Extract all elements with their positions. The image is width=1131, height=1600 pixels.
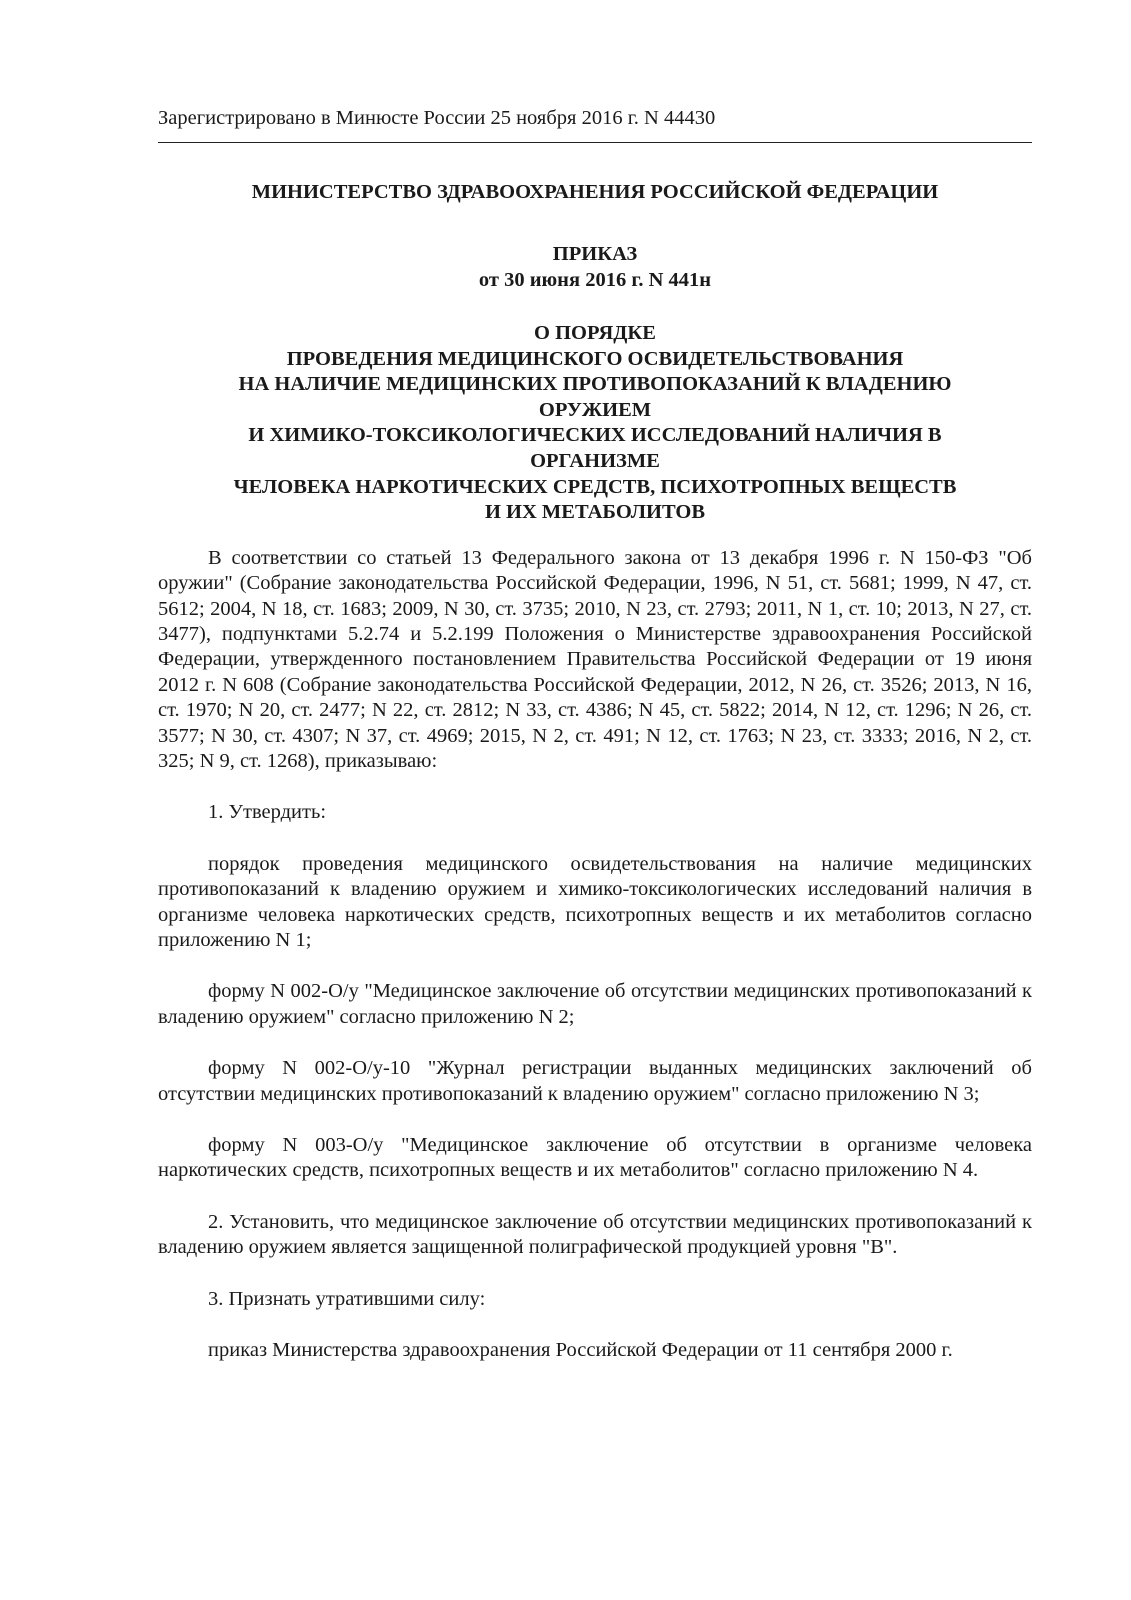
clause-2: 2. Установить, что медицинское заключение об отсутствии медицинских противопоказаний к владению оружием является защищенной полиграфической продукцией уровня "В".	[158, 1210, 1032, 1259]
title-line: НА НАЛИЧИЕ МЕДИЦИНСКИХ ПРОТИВОПОКАЗАНИЙ К ВЛАДЕНИЮ	[238, 373, 952, 396]
ministry-heading: МИНИСТЕРСТВО ЗДРАВООХРАНЕНИЯ РОССИЙСКОЙ ФЕДЕРАЦИИ	[251, 181, 939, 203]
order-heading	[158, 241, 1032, 293]
clause-3-item-order: приказ Министерства здравоохранения Российской Федерации от 11 сентября 2000 г.	[208, 1339, 953, 1362]
title-line: О ПОРЯДКЕ	[534, 322, 656, 344]
title-line: ЧЕЛОВЕКА НАРКОТИЧЕСКИХ СРЕДСТВ, ПСИХОТРОПНЫХ ВЕЩЕСТВ	[233, 475, 957, 498]
clause-1-item-form-002-10: форму N 002-О/у-10 "Журнал регистрации выданных медицинских заключений об отсутствии медицинских противопоказаний к владению оружием" согласно приложению N 3;	[158, 1057, 1032, 1105]
preamble-paragraph: В соответствии со статьей 13 Федерального закона от 13 декабря 1996 г. N 150-ФЗ "Об оружии" (Собрание законодательства Российской Федерации, 1996, N 51, ст. 5681; 1999, N 47, ст. 5612; 2004, N 18, ст. 1683; 2009, N 30, ст. 3735; 2010, N 23, ст. 2793; 2011, N 1, ст. 10; 2013, N 27, ст. 3477), подпунктами 5.2.74 и 5.2.199 Положения о Министерстве здравоохранения Российской Федерации, утвержденного постановлением Правительства Российской Федерации от 19 июня 2012 г. N 608 (Собрание законодательства Российской Федерации, 2012, N 26, ст. 3526; 2013, N 16, ст. 1970; N 20, ст. 2477; N 22, ст. 2812; N 33, ст. 4386; N 45, ст. 5822; 2014, N 12, ст. 1296; N 26, ст. 3577; N 30, ст. 4307; N 37, ст. 4969; 2015, N 2, ст. 491; N 12, ст. 1763; N 23, ст. 3333; 2016, N 2, ст. 325; N 9, ст. 1268), приказываю:	[158, 546, 1032, 772]
order-date-number: от 30 июня 2016 г. N 441н	[478, 269, 712, 291]
title-line: ПРОВЕДЕНИЯ МЕДИЦИНСКОГО ОСВИДЕТЕЛЬСТВОВАНИЯ	[286, 347, 904, 370]
order-type: ПРИКАЗ	[552, 243, 638, 265]
title-line: И ИХ МЕТАБОЛИТОВ	[484, 501, 705, 524]
title-line: И ХИМИКО-ТОКСИКОЛОГИЧЕСКИХ ИССЛЕДОВАНИЙ НАЛИЧИЯ В	[248, 424, 942, 447]
registration-header: Зарегистрировано в Минюсте России 25 ноября 2016 г. N 44430	[158, 103, 1032, 143]
clause-1: 1. Утвердить:	[208, 801, 327, 824]
clause-1-item-form-002: форму N 002-О/у "Медицинское заключение об отсутствии медицинских противопоказаний к владению оружием" согласно приложению N 2;	[158, 980, 1032, 1028]
title-line: ОРУЖИЕМ	[538, 398, 652, 421]
clause-3: 3. Признать утратившими силу:	[208, 1287, 486, 1310]
document-body	[158, 546, 1032, 1364]
clause-1-item-form-003: форму N 003-О/у "Медицинское заключение об отсутствии в организме человека наркотических средств, психотропных веществ и их метаболитов" согласно приложению N 4.	[158, 1134, 1032, 1182]
document-title	[158, 321, 1032, 526]
clause-1-item-procedure: порядок проведения медицинского освидетельствования на наличие медицинских противопоказаний к владению оружием и химико-токсикологических исследований наличия в организме человека наркотических средств, психотропных веществ и их метаболитов согласно приложению N 1;	[158, 852, 1032, 952]
title-line: ОРГАНИЗМЕ	[530, 449, 660, 472]
document-page	[158, 103, 1032, 1364]
